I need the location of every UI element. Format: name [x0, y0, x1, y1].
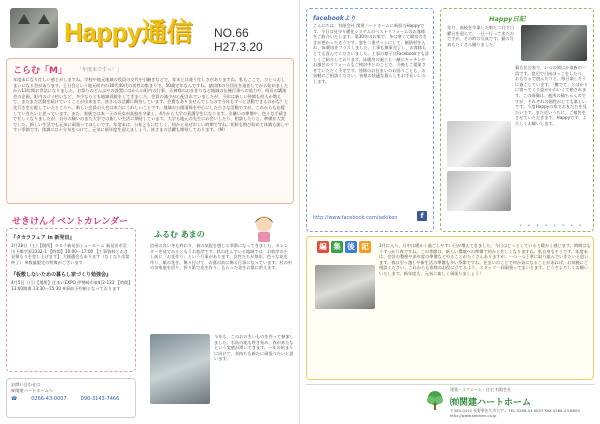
fureai-photo	[150, 334, 210, 404]
cat-photo	[10, 8, 58, 48]
girl-illustration-icon	[246, 212, 282, 242]
fureai-title: ふるむ あまの	[154, 230, 205, 239]
editor-note-char-2: 集	[331, 241, 343, 253]
happy-diary-section	[440, 8, 594, 232]
cat-ear-right	[38, 14, 50, 24]
diary-cat-photo-2	[447, 121, 511, 167]
diary-cat-photo-3	[447, 171, 511, 211]
event-2-name: 『板敷しないための暮らし家づくり勉強会』	[11, 272, 112, 279]
editor-note-title	[317, 241, 371, 253]
contact-sub: ㈲関建ハートホームへ	[11, 387, 53, 393]
facebook-body: こんにちは。有限会社 関建ハートホームに新担当Happyです。今日は見守り暖化システムのベストリフォームのお客様をご紹介いたします。築30年のお家で、冬は寒くて暖房のききが悪かったそうです。窓を二重サッシにして、断熱材を入れ、床暖房をプラスしました。工事も無事完了し、お客様もとても喜んでくださいました。工事の様子はFacebookでも詳しくご紹介しております。床暖房の施工と一緒にキッチンやお風呂のリフォームもご検討中とのことで、今後もご提案させていただく予定です。皆様のお住まいのお困りごとも、お気軽にご相談ください。皆様の快適な暮らしをお手伝いいたします。	[313, 23, 429, 84]
company-tagline: 建築・リフォーム・住宅 有限会社	[450, 387, 512, 392]
contact-tel-2[interactable]: 090-3143-7466	[80, 396, 120, 403]
diary-title: Happy日記	[489, 15, 526, 23]
editor-note-char-3: 後	[345, 241, 357, 253]
editor-note-photo	[315, 265, 375, 309]
cat-ear-left	[18, 14, 30, 24]
diary-body-2: 猫も住む家で、いつの間にか家族の一員です。窓辺で日向ぼっこをしたり、おもちゃで遊んだりと、毎日楽しそうに過ごしています。「撫でて」とばかりに寄ってくる姿がかわいくて癒されます。この画像は、他所の猫ちゃんのですが、それぞれの個性がとても楽しいです。今度Happyの家でお友だちを見たいです。また近いうちに、ご報告をさせていただきます。Happyです、よろしくお願いします。	[515, 65, 588, 126]
colum-body: 年度末になり忙しい感じがしますね。学校や地元地域の役員の交代や引継ぎなどで、年末とは違う忙しさがありますね。私もここで、ひとつおしまいになる会があります。王日会という地元町内の30代40代の男性の集まりで、50歳定年なんですね。諸団体の分団長を退任してから始めましたから13年間お世話になりました。お祭りのどんぶやの設置にはからの町内の行事、天神様のお社作りなど地域の伝統行事への協力や、町長の講演会の企画、町内のゴミ拾いなど、多少なりとも地域貢献をしてきました。会員の減少が心配されていましたが、今年は新しい仲間も何人か増えて、まだまだ活動を続けていくことが出来ます。皆さんの活躍に期待しています。会費もありませんでしたので今年もずっと活動できるのかな？と先行きを心配していたところへ、新しい会員の入会は本当にうれしいことです。地域の公園清掃を中心にした小さな活動ですが、これからも応援していきたいと思っています。また、家族では本一子の長女が高校を卒業し、4月から大学の看護学生になります。引継いの準備や、色々な手続きで忙しくなりましたが、自分の願いのまた大学での新しい生活に期待しています。大学も地元の先生にお会いしたり、相談したりと、準備が大変でした。新しい生活でも元気に頑張ってほしいです。年度末は、公私ともに忙しく、何かと気ぜわしい時期ですね。花粉も飛び始めて体調も崩しやすい季節です。体調には十分気をつけて、元気に新年度を迎えましょう。皆さまの活躍も期待しております。（M）	[13, 77, 289, 133]
event-1-details: 3月28日（土）【場所】タカラ新発田ショールーム 新発田市荒川下郷字原3332-1 【時間】10:00〜17:00 【工事資料とおき見積もりを差し上げます】 大抽選会もあります（なくなり次第終了） ※数量限定の特典がございます	[11, 243, 130, 265]
fureai-body-2: 今年も、このおおきいものを作って参加しました。水仙の花も咲き始め、春が来たなという実感が湧いてきます。一年の始まりに向けて、気持ちも新たに頑張りたいと思います。	[214, 334, 294, 362]
contact-tel-1[interactable]: 0266-43-0007	[31, 396, 67, 403]
issue-number: NO.66 H27.3.20	[214, 26, 263, 54]
editor-note-section	[306, 236, 594, 380]
event-1-name: 『タカラフェア in 新発田』	[11, 235, 75, 241]
editor-note-char-1: 編	[317, 241, 329, 253]
right-page	[300, 0, 600, 424]
newsletter-header	[6, 8, 296, 52]
event-calendar-title: せきけんイベントカレンダー	[12, 217, 129, 227]
editor-note-body: 3月に入り、日中は暖かく過ごしやすい日が増えてきました。今日はじっとしていると暖かく感じます。時期はもうすっかり春ですね。この季節は、新しい環境への準備で何かと忙しくなりますね。私自身もそうです。年度末は、会計の整理や来年度の準備などやることがたくさんありますが、一つ一つ丁寧に取り組んでいきたいと思います。春は引っ越しや新生活の準備も多い季節ですね。住まいのことで何か気になることがあれば、お気軽にご相談ください。これからも皆様のお役に立てるよう、スタッフ一同頑張ってまいります。どうぞよろしくお願いいたします。新年度も、元気に楽しく頑張りましょう！	[379, 243, 591, 276]
facebook-logo-icon[interactable]: f	[417, 211, 427, 221]
contact-box	[6, 378, 136, 418]
event-calendar	[6, 228, 136, 372]
facebook-title: facebookより	[313, 15, 356, 22]
diary-cat-photo	[521, 25, 587, 61]
colum-title: こらむ「M」	[13, 66, 67, 76]
editor-note-char-4: 記	[359, 241, 371, 253]
facebook-url[interactable]: http://www.facebook.com/sekiken	[313, 215, 398, 221]
diary-body: 先月、高校を卒業した娘と二月で日曜日を迎えて、一日〜行って来たのですが、その時の写真です。猫の写真もたくさん撮りました。	[447, 25, 515, 47]
company-footer	[306, 384, 594, 420]
tree-logo-icon	[424, 389, 446, 411]
fureai-body: 信州の良い冬も終わり、春の気配を感じる季節になってきました。カレンダーを見てみるともうお彼岸です。私の住んでいる地域では、お彼岸の少し前に「お花作り」という行事があります。女性たちが毎年、色々な花を作り、紙の花を、飾り付けて、お墓の前に飾る行事になっています。村の中の各家庭を回り、折り紙で花を作り、もらった花をお墓に供えます。	[150, 243, 292, 271]
facebook-section	[306, 8, 434, 232]
phone-icon: ☎	[11, 396, 18, 403]
contact-label: お問い合わせは	[11, 382, 41, 387]
colum-subtitle: 「年度末ですっ！」	[77, 67, 122, 73]
newsletter-title: Happy通信	[64, 17, 192, 47]
company-name: ㈲関建ハートホーム	[450, 397, 532, 407]
paw-prints-icon: • • • • • • • •	[519, 223, 584, 229]
event-2-details: 4月5日（日）【場所】住まいEXPO 伊勢崎市東町2-123 【時間】13:00開場 13:30〜15:30 ※事前予約制となっております	[11, 280, 131, 291]
colum-section	[6, 58, 294, 204]
company-address: 〒384-0412 長野県佐久市大字... TEL 0266-43-0007 FAX 0266-43-8809 http://www.sekiken.co.jp	[450, 408, 580, 418]
